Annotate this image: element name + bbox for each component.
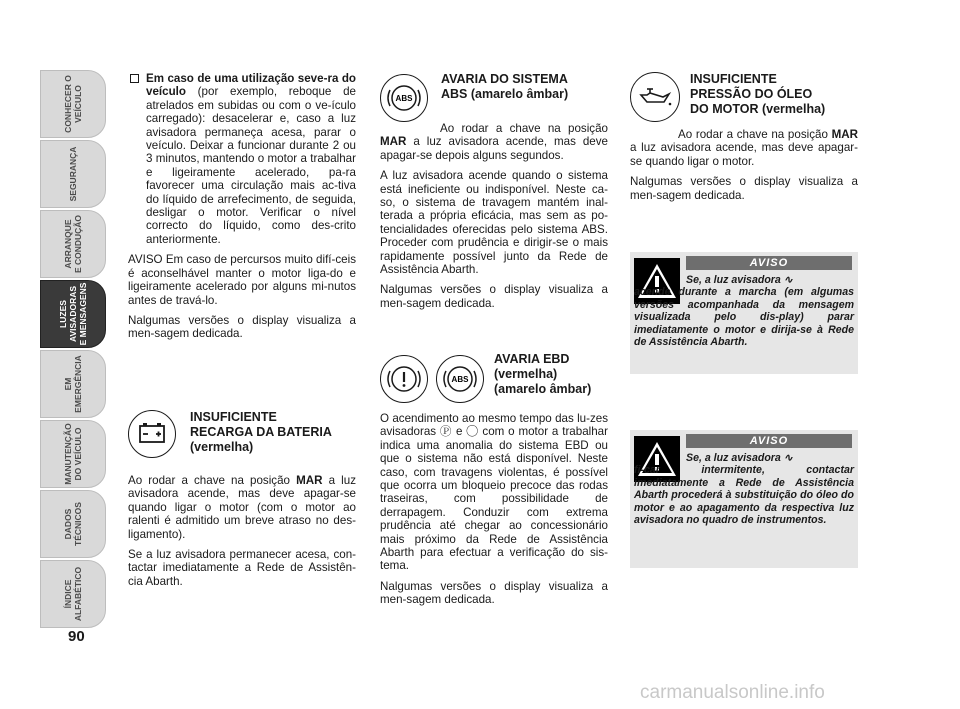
abs-section: Ao rodar a chave na posição MAR a luz avisadora acende, mas deve apagar-se depois alguns segundos. A luz avisadora acende quando o sistema está ineficiente ou indisponível. Neste ca-so, o sistema de travagem mantém inal-terada a própria eficácia, mas sem as po-tencialidades oferecidas pelo sistema ABS. Proceder com prudência e dirigir-se o mais rapidamente possível junto da Rede de Assistência Abarth. Nalgumas versões o display visualiza a men-sagem dedicada. (380, 122, 608, 310)
aviso-text: Se, a luz avisadora ∿ fi-car intermitente, contactar imediatamente a Rede de Assistência Abarth procederá à substituição do óleo do motor e ao apagamento da respectiva luz avisadora no quadro de instrumentos. (634, 452, 854, 527)
inline-brake-icon: Ⓟ (439, 425, 453, 439)
tab-dados[interactable]: DADOS TÉCNICOS (40, 490, 106, 558)
page-number: 90 (68, 628, 85, 645)
battery-icon (128, 410, 176, 458)
ebd-heading: AVARIA EBD (vermelha) (amarelo âmbar) (494, 352, 592, 396)
battery-heading: INSUFICIENTE RECARGA DA BATERIA (vermelha) (190, 410, 332, 454)
oil-section: Ao rodar a chave na posição MAR a luz avisadora acende, mas deve apagar-se quando ligar o motor. Nalgumas versões o display visualiza a men-sagem dedicada. (630, 128, 858, 202)
tab-manutencao[interactable]: MANUTENÇÃO DO VEÍCULO (40, 420, 106, 488)
svg-text:ABS: ABS (451, 375, 469, 384)
tab-indice[interactable]: ÍNDICE ALFABÉTICO (40, 560, 106, 628)
abs-heading: AVARIA DO SISTEMA ABS (amarelo âmbar) (441, 72, 569, 101)
oil-pressure-icon (630, 72, 680, 122)
aviso-paragraph: AVISO Em caso de percursos muito difí-ceis é aconselhável manter o motor liga-do e ligeiramente acelerado por alguns mi-nutos antes de travá-lo. (128, 253, 356, 307)
tab-arranque[interactable]: ARRANQUE E CONDUÇÃO (40, 210, 106, 278)
aviso-title: AVISO (686, 256, 852, 270)
tab-seguranca[interactable]: SEGURANÇA (40, 140, 106, 208)
column-left (128, 72, 356, 348)
tab-luzes-avisadoras[interactable]: LUZES AVISADORAS E MENSAGENS (40, 280, 106, 348)
bullet-severe-use: Em caso de uma utilização seve-ra do veículo (por exemplo, reboque de atrelados em subidas ou com o ve-ículo carregado): desacelerar e, caso a luz avisadora permaneça acesa, parar o veículo. Deixar a funcionar durante 2 ou 3 minutos, mantendo o motor a trabalhar e ligeiramente acelerado, pa-ra favorecer uma circulação mais ac-tiva do líquido de arrefecimento, de seguida, desligar o motor. Verificar o nível correcto do líquido, como des-crito anteriormente. (128, 72, 356, 246)
aviso-box-2 (630, 430, 858, 568)
oil-heading: INSUFICIENTE PRESSÃO DO ÓLEO DO MOTOR (vermelha) (690, 72, 826, 116)
aviso-text: Se, a luz avisadora ∿ acende durante a marcha (em algumas versões acompanhada da mensagem visualizada pelo dis-play) parar imediatamente o motor e dirija-se à Rede de Assistência Abarth. (634, 274, 854, 349)
aviso-title: AVISO (686, 434, 852, 448)
checkbox-bullet-icon (130, 74, 139, 83)
watermark: carmanualsonline.info (640, 682, 825, 703)
ebd-brake-icon (380, 355, 428, 403)
tab-conhecer[interactable]: CONHECER O VEÍCULO (40, 70, 106, 138)
ebd-abs-icon (436, 355, 484, 403)
battery-section: Ao rodar a chave na posição MAR a luz avisadora acende, mas deve apagar-se quando ligar o motor (com o motor ao ralenti é admitido um breve atraso no des-ligamento). Se a luz avisadora permanecer acesa, con-tactar imediatamente a Rede de Assistên-cia Abarth. (128, 474, 356, 588)
inline-abs-icon: ◯ (466, 425, 479, 439)
abs-icon (380, 74, 428, 122)
inline-oil-icon: ∿ (783, 452, 793, 464)
abs-icon-label: ABS (395, 94, 413, 103)
ebd-section: O acendimento ao mesmo tempo das lu-zes avisadoras Ⓟ e ◯ com o motor a trabalhar indica uma anomalia do sistema EBD ou que o sistema não está disponível. Neste caso, com travagens violentas, é possível que ocorra um bloqueio precoce das rodas traseiras, com possibilidade de derrapagem. Conduzir com extrema prudência até chegar ao concessionário mais próximo da Rede de Assistência Abarth para efectuar a verificação do sis-tema. Nalgumas versões o display visualiza a men-sagem dedicada. (380, 412, 608, 607)
aviso-box-1 (630, 252, 858, 374)
inline-oil-icon: ∿ (783, 274, 793, 286)
tab-emergencia[interactable]: EM EMERGÊNCIA (40, 350, 106, 418)
display-paragraph: Nalgumas versões o display visualiza a men-sagem dedicada. (128, 313, 356, 341)
